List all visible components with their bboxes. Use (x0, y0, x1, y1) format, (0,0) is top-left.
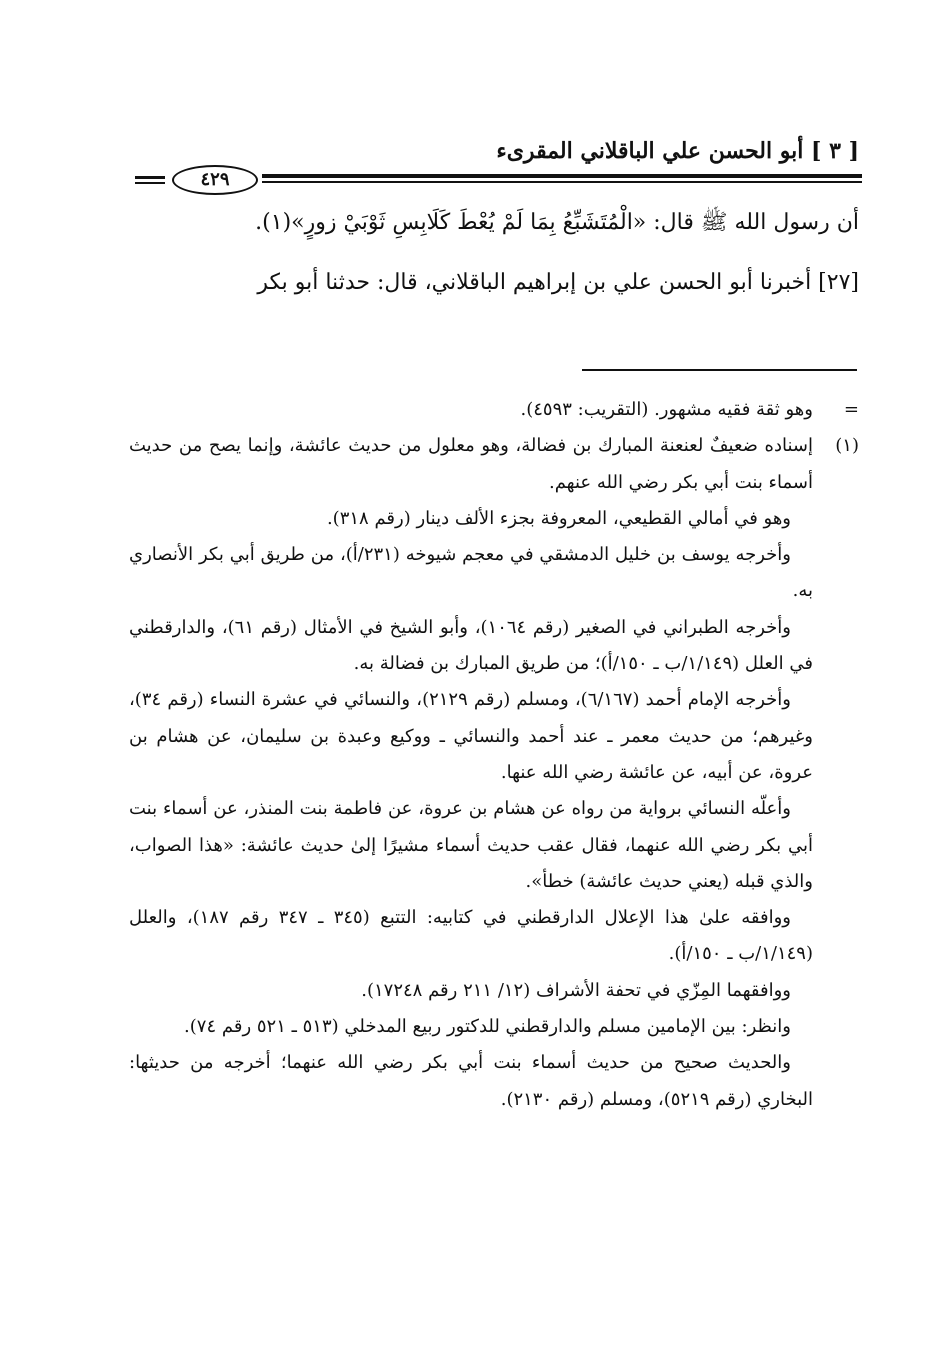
header-dash (135, 176, 165, 179)
continuation-marker: = (843, 399, 859, 420)
footnote-paragraph: وانظر: بين الإمامين مسلم والدارقطني للدكتور ربيع المدخلي (٥١٣ ـ ٥٢١ رقم ٧٤). (184, 1016, 791, 1038)
footnote-paragraph: وأخرجه الإمام أحمد (٦/١٦٧)، ومسلم (رقم ٢١٢٩)، والنسائي في عشرة النساء (رقم ٣٤)، وغيرهم؛ من حديث معمر ـ عند أحمد والنسائي ـ ووكيع وعبدة بن سليمان، عن هشام بن عروة، عن أبيه، عن عائشة رضي الله عنها. (129, 689, 813, 783)
main-paragraph: [٢٧] أخبرنا أبو الحسن علي بن إبراهيم الباقلاني، قال: حدثنا أبو بكر (257, 270, 859, 295)
footnote-1 (129, 428, 859, 501)
header-rule-thin (262, 181, 862, 183)
running-title: [ ٣ ] أبو الحسن علي الباقلاني المقرىء (496, 138, 859, 164)
footnote-separator (582, 369, 857, 371)
footnote-paragraph: وهو في أمالي القطيعي، المعروفة بجزء الألف دينار (رقم ٣١٨). (326, 507, 791, 529)
footnote-paragraph: وأعلّه النسائي برواية من رواه عن هشام بن عروة، عن فاطمة بنت المنذر، عن أسماء بنت أبي بكر رضي الله عنهما، فقال عقب حديث أسماء مشيرًا إلىٰ حديث عائشة: «هذا الصواب، والذي قبله (يعني حديث عائشة) خطأ». (129, 798, 813, 892)
footnote-paragraph: وأخرجه الطبراني في الصغير (رقم ١٠٦٤)، وأبو الشيخ في الأمثال (رقم ٦١)، والدارقطني في العلل (١/١٤٩/ب ـ ١٥٠/أ)؛ من طريق المبارك بن فضالة به. (129, 616, 813, 675)
footnote-paragraph: ووافقه علىٰ هذا الإعلال الدارقطني في كتابيه: التتبع (٣٤٥ ـ ٣٤٧ رقم ١٨٧)، والعلل (١/١٤٩/ب ـ ١٥٠/أ). (129, 907, 813, 965)
footnote-continuation-text: وهو ثقة فقيه مشهور. (التقريب: ٤٥٩٣). (520, 399, 813, 420)
page-number: ٤٢٩ (172, 165, 258, 195)
footnote-text: إسناده ضعيفٌ لعنعنة المبارك بن فضالة، وهو معلول من حديث عائشة، وإنما يصح من حديث أسماء بنت أبي بكر رضي الله عنهم. (129, 435, 813, 493)
footnote-marker: (١) (835, 435, 859, 457)
footnote-paragraph: ووافقهما المِزّي في تحفة الأشراف (١٢/ ٢١١ رقم ١٧٢٤٨). (361, 979, 791, 1001)
footnote-paragraph: والحديث صحيح من حديث أسماء بنت أبي بكر رضي الله عنهما؛ أخرجه من حديثها: البخاري (رقم ٥٢١٩)، ومسلم (رقم ٢١٣٠). (129, 1052, 813, 1110)
footnote-continuation (129, 392, 859, 428)
main-paragraph: أن رسول الله ﷺ قال: «الْمُتَشَبِّعُ بِمَا لَمْ يُعْطَ كَلَابِسِ ثَوْبَيْ زورٍ»(١). (255, 210, 859, 235)
main-text (129, 205, 859, 325)
header-rule (262, 174, 862, 178)
footnote-paragraph: وأخرجه يوسف بن خليل الدمشقي في معجم شيوخه (٢٣١/أ)، من طريق أبي بكر الأنصاري به. (129, 544, 813, 602)
footnotes (129, 392, 859, 1118)
header-dash-thin (135, 182, 165, 184)
